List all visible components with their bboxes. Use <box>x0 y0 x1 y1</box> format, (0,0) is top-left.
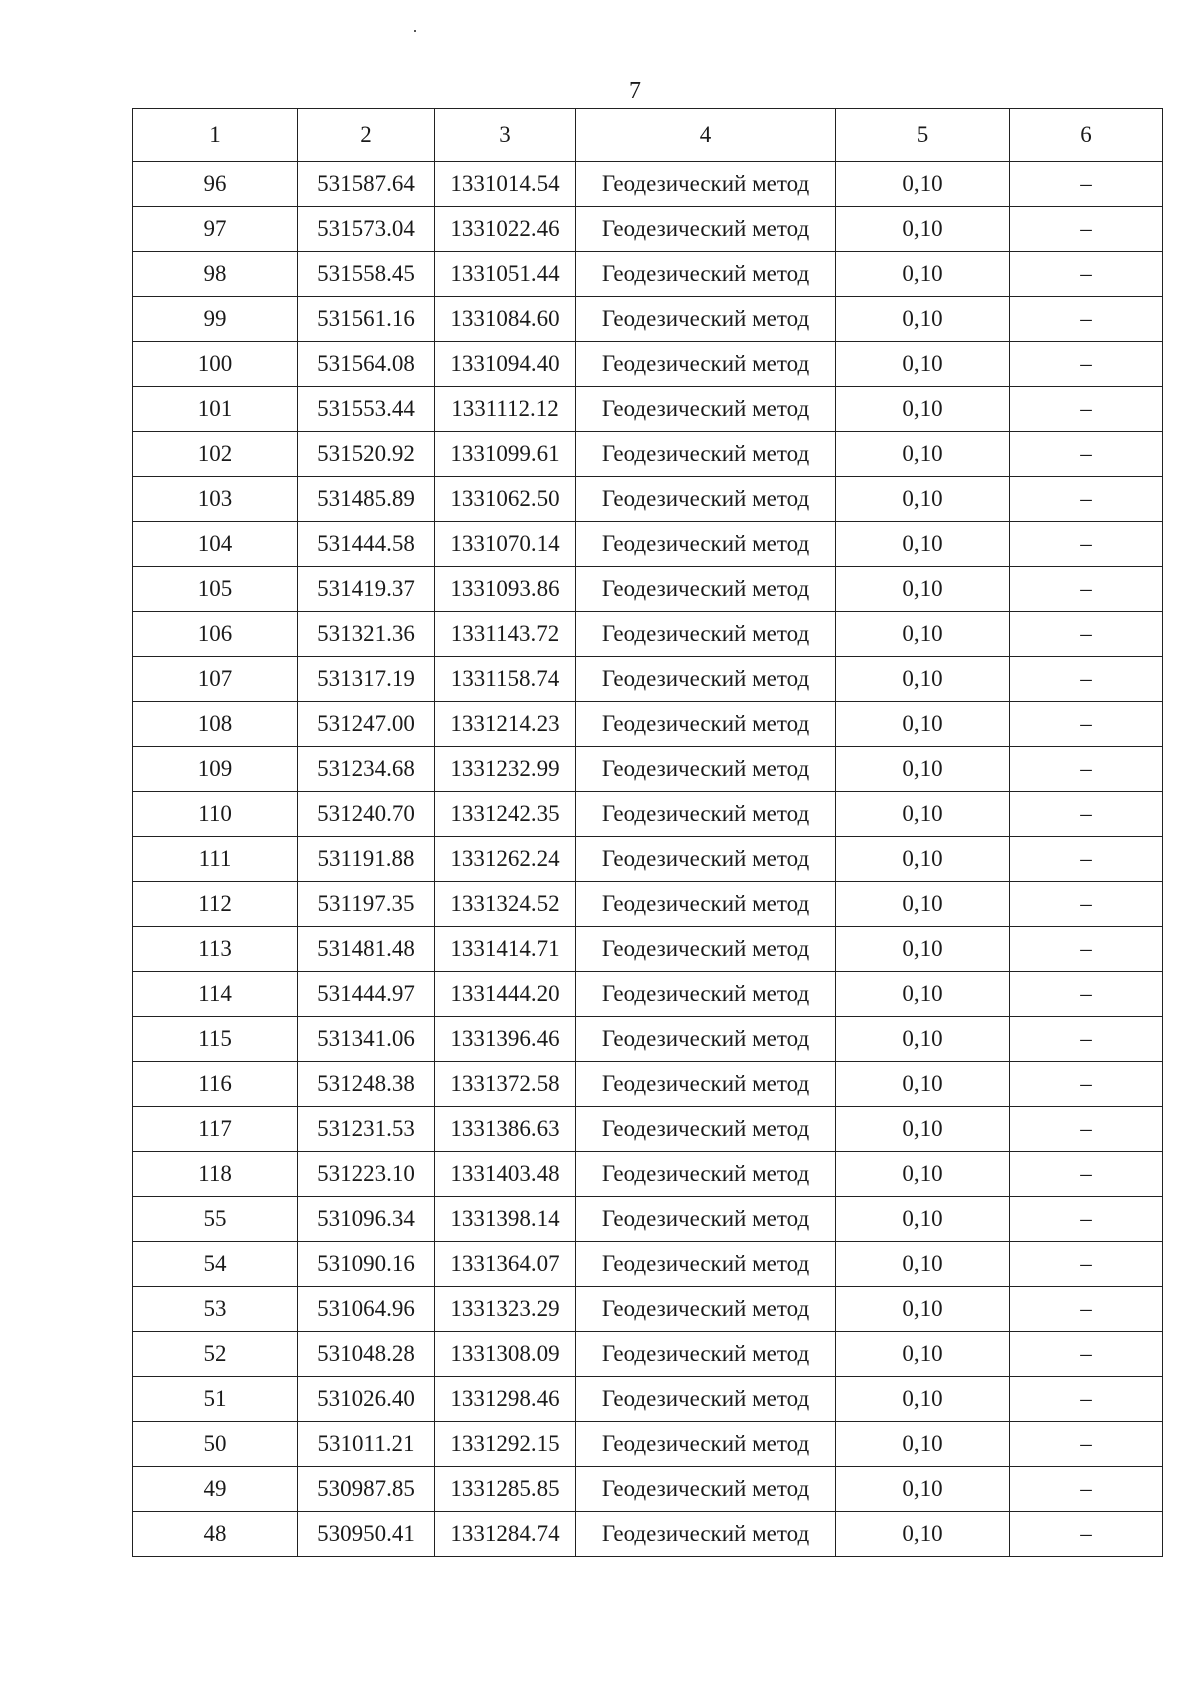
accuracy-cell: 0,10 <box>836 747 1010 792</box>
y-coordinate-cell: 1331396.46 <box>435 1017 576 1062</box>
table-row <box>133 612 1163 657</box>
point-number-cell: 53 <box>133 1287 298 1332</box>
accuracy-cell: 0,10 <box>836 342 1010 387</box>
x-coordinate-cell: 531444.58 <box>298 522 435 567</box>
table-row <box>133 1197 1163 1242</box>
accuracy-cell: 0,10 <box>836 207 1010 252</box>
note-cell: – <box>1010 702 1163 747</box>
x-coordinate-cell: 531048.28 <box>298 1332 435 1377</box>
x-coordinate-cell: 531317.19 <box>298 657 435 702</box>
accuracy-cell: 0,10 <box>836 162 1010 207</box>
method-cell: Геодезический метод <box>576 702 836 747</box>
table-row <box>133 1332 1163 1377</box>
point-number-cell: 109 <box>133 747 298 792</box>
point-number-cell: 100 <box>133 342 298 387</box>
accuracy-cell: 0,10 <box>836 1017 1010 1062</box>
accuracy-cell: 0,10 <box>836 432 1010 477</box>
y-coordinate-cell: 1331094.40 <box>435 342 576 387</box>
accuracy-cell: 0,10 <box>836 1062 1010 1107</box>
x-coordinate-cell: 531564.08 <box>298 342 435 387</box>
table-row <box>133 702 1163 747</box>
y-coordinate-cell: 1331298.46 <box>435 1377 576 1422</box>
method-cell: Геодезический метод <box>576 657 836 702</box>
x-coordinate-cell: 531011.21 <box>298 1422 435 1467</box>
note-cell: – <box>1010 1377 1163 1422</box>
x-coordinate-cell: 531561.16 <box>298 297 435 342</box>
x-coordinate-cell: 530950.41 <box>298 1512 435 1557</box>
y-coordinate-cell: 1331099.61 <box>435 432 576 477</box>
x-coordinate-cell: 531064.96 <box>298 1287 435 1332</box>
x-coordinate-cell: 531240.70 <box>298 792 435 837</box>
note-cell: – <box>1010 1017 1163 1062</box>
y-coordinate-cell: 1331232.99 <box>435 747 576 792</box>
y-coordinate-cell: 1331014.54 <box>435 162 576 207</box>
table-row <box>133 522 1163 567</box>
note-cell: – <box>1010 207 1163 252</box>
method-cell: Геодезический метод <box>576 1287 836 1332</box>
x-coordinate-cell: 531223.10 <box>298 1152 435 1197</box>
accuracy-cell: 0,10 <box>836 1152 1010 1197</box>
note-cell: – <box>1010 1107 1163 1152</box>
note-cell: – <box>1010 1332 1163 1377</box>
method-cell: Геодезический метод <box>576 972 836 1017</box>
method-cell: Геодезический метод <box>576 1422 836 1467</box>
x-coordinate-cell: 531587.64 <box>298 162 435 207</box>
method-cell: Геодезический метод <box>576 432 836 477</box>
table-row <box>133 567 1163 612</box>
note-cell: – <box>1010 972 1163 1017</box>
point-number-cell: 51 <box>133 1377 298 1422</box>
accuracy-cell: 0,10 <box>836 1332 1010 1377</box>
note-cell: – <box>1010 1242 1163 1287</box>
note-cell: – <box>1010 567 1163 612</box>
note-cell: – <box>1010 657 1163 702</box>
note-cell: – <box>1010 1197 1163 1242</box>
x-coordinate-cell: 531520.92 <box>298 432 435 477</box>
point-number-cell: 102 <box>133 432 298 477</box>
accuracy-cell: 0,10 <box>836 837 1010 882</box>
x-coordinate-cell: 531096.34 <box>298 1197 435 1242</box>
note-cell: – <box>1010 387 1163 432</box>
x-coordinate-cell: 531248.38 <box>298 1062 435 1107</box>
note-cell: – <box>1010 522 1163 567</box>
point-number-cell: 97 <box>133 207 298 252</box>
method-cell: Геодезический метод <box>576 1152 836 1197</box>
accuracy-cell: 0,10 <box>836 657 1010 702</box>
table-row <box>133 1017 1163 1062</box>
accuracy-cell: 0,10 <box>836 702 1010 747</box>
column-header-1: 1 <box>133 109 298 162</box>
table-row <box>133 1467 1163 1512</box>
note-cell: – <box>1010 162 1163 207</box>
x-coordinate-cell: 531321.36 <box>298 612 435 657</box>
table-row <box>133 1062 1163 1107</box>
x-coordinate-cell: 531191.88 <box>298 837 435 882</box>
y-coordinate-cell: 1331062.50 <box>435 477 576 522</box>
point-number-cell: 55 <box>133 1197 298 1242</box>
column-header-3: 3 <box>435 109 576 162</box>
accuracy-cell: 0,10 <box>836 972 1010 1017</box>
note-cell: – <box>1010 792 1163 837</box>
table-row <box>133 1512 1163 1557</box>
y-coordinate-cell: 1331051.44 <box>435 252 576 297</box>
y-coordinate-cell: 1331214.23 <box>435 702 576 747</box>
method-cell: Геодезический метод <box>576 1062 836 1107</box>
table-row <box>133 297 1163 342</box>
method-cell: Геодезический метод <box>576 1512 836 1557</box>
accuracy-cell: 0,10 <box>836 387 1010 432</box>
method-cell: Геодезический метод <box>576 1332 836 1377</box>
x-coordinate-cell: 531481.48 <box>298 927 435 972</box>
table-row <box>133 252 1163 297</box>
table-row <box>133 972 1163 1017</box>
accuracy-cell: 0,10 <box>836 1377 1010 1422</box>
note-cell: – <box>1010 297 1163 342</box>
method-cell: Геодезический метод <box>576 387 836 432</box>
column-header-6: 6 <box>1010 109 1163 162</box>
table-row <box>133 927 1163 972</box>
x-coordinate-cell: 531558.45 <box>298 252 435 297</box>
method-cell: Геодезический метод <box>576 837 836 882</box>
note-cell: – <box>1010 882 1163 927</box>
accuracy-cell: 0,10 <box>836 792 1010 837</box>
method-cell: Геодезический метод <box>576 1467 836 1512</box>
y-coordinate-cell: 1331386.63 <box>435 1107 576 1152</box>
note-cell: – <box>1010 252 1163 297</box>
table-row <box>133 747 1163 792</box>
accuracy-cell: 0,10 <box>836 612 1010 657</box>
point-number-cell: 104 <box>133 522 298 567</box>
x-coordinate-cell: 531026.40 <box>298 1377 435 1422</box>
table-row <box>133 792 1163 837</box>
accuracy-cell: 0,10 <box>836 477 1010 522</box>
x-coordinate-cell: 531341.06 <box>298 1017 435 1062</box>
x-coordinate-cell: 531090.16 <box>298 1242 435 1287</box>
table-row <box>133 1287 1163 1332</box>
accuracy-cell: 0,10 <box>836 252 1010 297</box>
point-number-cell: 117 <box>133 1107 298 1152</box>
method-cell: Геодезический метод <box>576 1242 836 1287</box>
table-row <box>133 657 1163 702</box>
note-cell: – <box>1010 1152 1163 1197</box>
accuracy-cell: 0,10 <box>836 1107 1010 1152</box>
y-coordinate-cell: 1331158.74 <box>435 657 576 702</box>
y-coordinate-cell: 1331414.71 <box>435 927 576 972</box>
table-row <box>133 432 1163 477</box>
y-coordinate-cell: 1331292.15 <box>435 1422 576 1467</box>
point-number-cell: 108 <box>133 702 298 747</box>
table-row <box>133 477 1163 522</box>
method-cell: Геодезический метод <box>576 1017 836 1062</box>
y-coordinate-cell: 1331242.35 <box>435 792 576 837</box>
table-row <box>133 1422 1163 1467</box>
point-number-cell: 112 <box>133 882 298 927</box>
y-coordinate-cell: 1331323.29 <box>435 1287 576 1332</box>
point-number-cell: 110 <box>133 792 298 837</box>
table-row <box>133 1377 1163 1422</box>
table-row <box>133 207 1163 252</box>
y-coordinate-cell: 1331284.74 <box>435 1512 576 1557</box>
table-row <box>133 1242 1163 1287</box>
note-cell: – <box>1010 1422 1163 1467</box>
accuracy-cell: 0,10 <box>836 882 1010 927</box>
method-cell: Геодезический метод <box>576 747 836 792</box>
accuracy-cell: 0,10 <box>836 1512 1010 1557</box>
y-coordinate-cell: 1331398.14 <box>435 1197 576 1242</box>
method-cell: Геодезический метод <box>576 1377 836 1422</box>
y-coordinate-cell: 1331403.48 <box>435 1152 576 1197</box>
method-cell: Геодезический метод <box>576 612 836 657</box>
note-cell: – <box>1010 1512 1163 1557</box>
x-coordinate-cell: 531485.89 <box>298 477 435 522</box>
table-body <box>133 109 1163 1557</box>
point-number-cell: 98 <box>133 252 298 297</box>
method-cell: Геодезический метод <box>576 567 836 612</box>
table-row <box>133 1152 1163 1197</box>
point-number-cell: 52 <box>133 1332 298 1377</box>
point-number-cell: 116 <box>133 1062 298 1107</box>
accuracy-cell: 0,10 <box>836 1197 1010 1242</box>
point-number-cell: 113 <box>133 927 298 972</box>
method-cell: Геодезический метод <box>576 477 836 522</box>
method-cell: Геодезический метод <box>576 1107 836 1152</box>
x-coordinate-cell: 531573.04 <box>298 207 435 252</box>
point-number-cell: 96 <box>133 162 298 207</box>
x-coordinate-cell: 531231.53 <box>298 1107 435 1152</box>
scan-speck <box>414 30 416 32</box>
note-cell: – <box>1010 837 1163 882</box>
table-row <box>133 162 1163 207</box>
x-coordinate-cell: 531247.00 <box>298 702 435 747</box>
point-number-cell: 114 <box>133 972 298 1017</box>
method-cell: Геодезический метод <box>576 297 836 342</box>
y-coordinate-cell: 1331084.60 <box>435 297 576 342</box>
x-coordinate-cell: 530987.85 <box>298 1467 435 1512</box>
y-coordinate-cell: 1331022.46 <box>435 207 576 252</box>
method-cell: Геодезический метод <box>576 1197 836 1242</box>
note-cell: – <box>1010 1287 1163 1332</box>
table-row <box>133 387 1163 432</box>
method-cell: Геодезический метод <box>576 207 836 252</box>
y-coordinate-cell: 1331285.85 <box>435 1467 576 1512</box>
x-coordinate-cell: 531234.68 <box>298 747 435 792</box>
column-header-2: 2 <box>298 109 435 162</box>
method-cell: Геодезический метод <box>576 792 836 837</box>
y-coordinate-cell: 1331308.09 <box>435 1332 576 1377</box>
note-cell: – <box>1010 342 1163 387</box>
y-coordinate-cell: 1331112.12 <box>435 387 576 432</box>
x-coordinate-cell: 531197.35 <box>298 882 435 927</box>
point-number-cell: 107 <box>133 657 298 702</box>
accuracy-cell: 0,10 <box>836 1422 1010 1467</box>
accuracy-cell: 0,10 <box>836 1467 1010 1512</box>
point-number-cell: 50 <box>133 1422 298 1467</box>
note-cell: – <box>1010 612 1163 657</box>
coordinates-table <box>132 108 1163 1557</box>
point-number-cell: 54 <box>133 1242 298 1287</box>
note-cell: – <box>1010 432 1163 477</box>
method-cell: Геодезический метод <box>576 522 836 567</box>
point-number-cell: 48 <box>133 1512 298 1557</box>
point-number-cell: 106 <box>133 612 298 657</box>
x-coordinate-cell: 531419.37 <box>298 567 435 612</box>
note-cell: – <box>1010 747 1163 792</box>
accuracy-cell: 0,10 <box>836 297 1010 342</box>
table-row <box>133 1107 1163 1152</box>
note-cell: – <box>1010 927 1163 972</box>
table-row <box>133 342 1163 387</box>
accuracy-cell: 0,10 <box>836 522 1010 567</box>
point-number-cell: 115 <box>133 1017 298 1062</box>
y-coordinate-cell: 1331324.52 <box>435 882 576 927</box>
point-number-cell: 103 <box>133 477 298 522</box>
x-coordinate-cell: 531553.44 <box>298 387 435 432</box>
y-coordinate-cell: 1331364.07 <box>435 1242 576 1287</box>
method-cell: Геодезический метод <box>576 252 836 297</box>
column-header-5: 5 <box>836 109 1010 162</box>
page-number: 7 <box>629 78 641 104</box>
note-cell: – <box>1010 477 1163 522</box>
accuracy-cell: 0,10 <box>836 1287 1010 1332</box>
point-number-cell: 118 <box>133 1152 298 1197</box>
point-number-cell: 105 <box>133 567 298 612</box>
y-coordinate-cell: 1331070.14 <box>435 522 576 567</box>
point-number-cell: 49 <box>133 1467 298 1512</box>
accuracy-cell: 0,10 <box>836 927 1010 972</box>
accuracy-cell: 0,10 <box>836 567 1010 612</box>
note-cell: – <box>1010 1467 1163 1512</box>
method-cell: Геодезический метод <box>576 927 836 972</box>
table-row <box>133 837 1163 882</box>
method-cell: Геодезический метод <box>576 342 836 387</box>
table-header-row <box>133 109 1163 162</box>
column-header-4: 4 <box>576 109 836 162</box>
x-coordinate-cell: 531444.97 <box>298 972 435 1017</box>
y-coordinate-cell: 1331372.58 <box>435 1062 576 1107</box>
method-cell: Геодезический метод <box>576 162 836 207</box>
note-cell: – <box>1010 1062 1163 1107</box>
y-coordinate-cell: 1331093.86 <box>435 567 576 612</box>
y-coordinate-cell: 1331444.20 <box>435 972 576 1017</box>
point-number-cell: 101 <box>133 387 298 432</box>
method-cell: Геодезический метод <box>576 882 836 927</box>
point-number-cell: 99 <box>133 297 298 342</box>
point-number-cell: 111 <box>133 837 298 882</box>
y-coordinate-cell: 1331262.24 <box>435 837 576 882</box>
table-row <box>133 882 1163 927</box>
y-coordinate-cell: 1331143.72 <box>435 612 576 657</box>
accuracy-cell: 0,10 <box>836 1242 1010 1287</box>
